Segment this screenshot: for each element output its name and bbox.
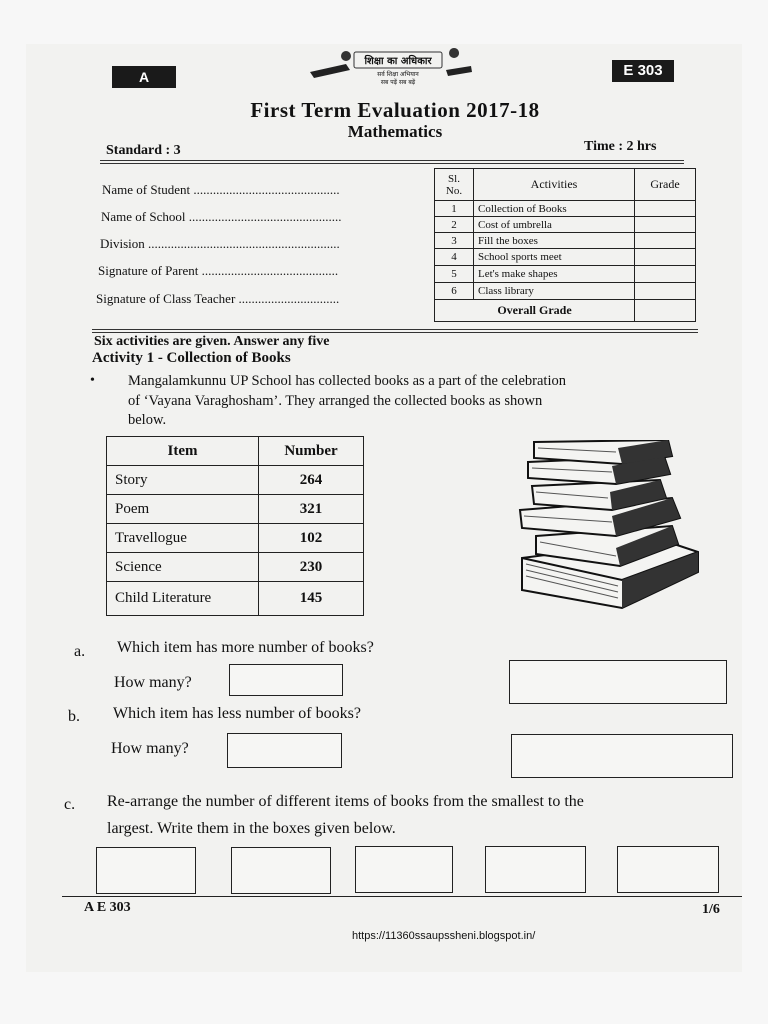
act-row-no: 1 [435,201,474,217]
act-header-activities: Activities [474,169,635,201]
table-row [107,582,364,616]
set-code-badge: A [112,66,176,88]
act-row-name: Cost of umbrella [474,217,635,233]
book-item: Poem [107,495,259,524]
overall-grade-cell[interactable] [635,300,696,322]
order-box-4[interactable] [485,846,586,893]
act-row-grade[interactable] [635,217,696,233]
section-rule-2 [92,332,698,333]
instruction-lead: Six activities are given. Answer any five [94,334,330,349]
intro-line-2: of ‘Vayana Varaghosham’. They arranged the collected books as shown [128,393,543,409]
act-header-sl: Sl. No. [435,169,474,201]
table-row [107,524,364,553]
order-box-1[interactable] [96,847,196,894]
book-item: Science [107,553,259,582]
field-teacher-signature[interactable]: Signature of Class Teacher ............................... [96,291,340,306]
act-row-no: 2 [435,217,474,233]
book-number: 230 [259,553,364,582]
act-row-name: School sports meet [474,249,635,266]
book-item: Story [107,466,259,495]
book-item: Travellogue [107,524,259,553]
act-row-name: Collection of Books [474,201,635,217]
act-row-grade[interactable] [635,249,696,266]
act-row-grade[interactable] [635,266,696,283]
act-row-no: 5 [435,266,474,283]
book-number: 264 [259,466,364,495]
question-b-howmany: How many? [111,740,189,757]
field-school-name[interactable]: Name of School ............................................... [101,209,342,224]
act-row [435,283,696,300]
act-row [435,249,696,266]
act-row [435,233,696,249]
ssa-logo [306,46,476,88]
books-stack-icon [512,440,708,612]
act-row-name: Fill the boxes [474,233,635,249]
act-row-grade[interactable] [635,201,696,217]
answer-a-count-box[interactable] [229,664,343,696]
act-row-no: 6 [435,283,474,300]
subject-title: Mathematics [347,122,443,141]
order-box-5[interactable] [617,846,719,893]
logo-subtext-1: सर्व शिक्षा अभियान [377,71,419,78]
intro-line-3: below. [128,412,167,428]
paper-code-badge: E 303 [612,60,674,82]
field-student-name[interactable]: Name of Student ............................................. [102,182,340,197]
book-number: 145 [259,582,364,616]
act-row-name: Let's make shapes [474,266,635,283]
footer-page: 1/6 [702,902,720,917]
exam-title: First Term Evaluation 2017-18 [250,98,540,122]
order-box-2[interactable] [231,847,331,894]
act-header-grade: Grade [635,169,696,201]
question-b-label: b. [68,708,80,725]
header-rule-2 [100,163,684,164]
act-row-grade[interactable] [635,283,696,300]
footer-code: A E 303 [84,900,131,915]
question-a-label: a. [74,643,86,660]
answer-b-count-box[interactable] [227,733,342,768]
answer-b-item-box[interactable] [511,734,733,778]
logo-subtext-2: सब पढ़ें सब बढ़ें [380,79,416,86]
order-box-3[interactable] [355,846,453,893]
activities-table [434,168,696,322]
footer-rule [62,896,742,897]
field-parent-signature[interactable]: Signature of Parent .......................................... [98,263,339,278]
act-row [435,217,696,233]
act-row-grade[interactable] [635,233,696,249]
question-c-line-1: Re-arrange the number of different items of books from the smallest to the [107,793,584,810]
intro-line-1: Mangalamkunnu UP School has collected books as a part of the celebration [128,373,566,389]
book-number: 102 [259,524,364,553]
time-label: Time : 2 hrs [584,139,657,154]
books-header-item: Item [107,437,259,466]
section-rule-1 [92,329,698,330]
answer-a-item-box[interactable] [509,660,727,704]
bullet: • [90,373,95,388]
books-stack-illustration [512,440,708,612]
book-item: Child Literature [107,582,259,616]
header-rule-1 [100,160,684,161]
activity-title: Activity 1 - Collection of Books [92,350,291,366]
question-a-howmany: How many? [114,674,192,691]
table-row [107,553,364,582]
act-row-name: Class library [474,283,635,300]
table-row [107,466,364,495]
act-row-no: 4 [435,249,474,266]
books-table [106,436,364,616]
question-c-label: c. [64,796,76,813]
table-row [107,495,364,524]
field-division[interactable]: Division ........................................................... [100,236,340,251]
book-number: 321 [259,495,364,524]
question-a-text: Which item has more number of books? [117,639,374,656]
footer-url[interactable]: https://11360ssaupssheni.blogspot.in/ [352,930,536,942]
act-row-no: 3 [435,233,474,249]
question-b-text: Which item has less number of books? [113,705,361,722]
logo-text: शिक्षा का अधिकार [364,56,432,67]
act-row [435,266,696,283]
act-row [435,201,696,217]
overall-grade-label: Overall Grade [435,300,635,322]
standard-label: Standard : 3 [106,143,181,158]
books-header-number: Number [259,437,364,466]
question-c-line-2: largest. Write them in the boxes given below. [107,820,396,837]
